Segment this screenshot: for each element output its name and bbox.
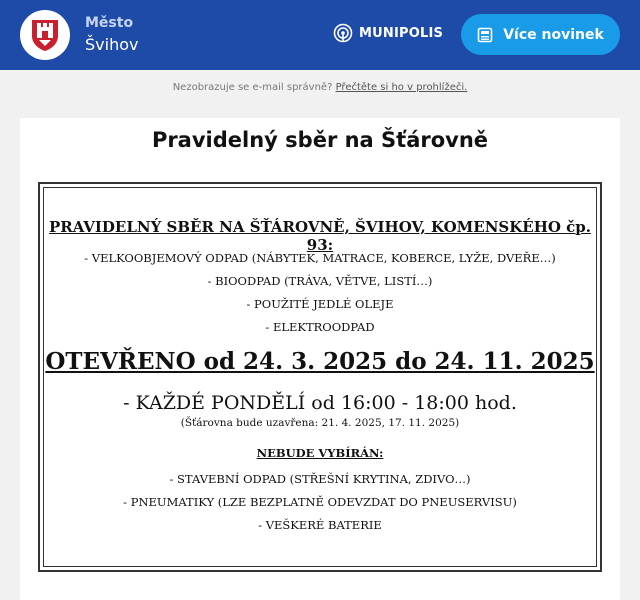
town-name: Švihov (85, 35, 139, 54)
announcement-poster (38, 182, 602, 572)
munipolis-label: MUNIPOLIS (359, 25, 444, 41)
munipolis-brand[interactable] (333, 23, 443, 43)
article-card (20, 118, 620, 600)
more-news-label: Více novinek (503, 26, 604, 43)
town-type: Město (85, 15, 134, 31)
header (0, 0, 640, 70)
coat-of-arms-icon[interactable] (20, 10, 70, 60)
accepted-item: - ELEKTROODPAD (265, 320, 375, 334)
newspaper-icon (477, 27, 493, 43)
not-accepted-item: - VEŠKERÉ BATERIE (258, 518, 382, 532)
email-notice (0, 82, 640, 93)
poster-heading: PRAVIDELNÝ SBĚR NA ŠŤÁROVNĚ, ŠVIHOV, KOMENSKÉHO čp. 93: (48, 218, 592, 254)
notice-text: Nezobrazuje se e-mail správně? (172, 82, 333, 93)
accepted-item: - POUŽITÉ JEDLÉ OLEJE (246, 297, 394, 311)
not-accepted-item: - PNEUMATIKY (LZE BEZPLATNĚ ODEVZDAT DO PNEUSERVISU) (123, 495, 517, 509)
more-news-button[interactable] (461, 14, 620, 55)
accepted-item: - VELKOOBJEMOVÝ ODPAD (NÁBYTEK, MATRACE, KOBERCE, LYŽE, DVEŘE…) (84, 251, 556, 265)
poster-frame (43, 187, 597, 567)
opening-hours: - KAŽDÉ PONDĚLÍ od 16:00 - 18:00 hod. (123, 392, 517, 414)
broadcast-icon (333, 23, 353, 43)
not-accepted-item: - STAVEBNÍ ODPAD (STŘEŠNÍ KRYTINA, ZDIVO…) (169, 472, 471, 486)
view-in-browser-link[interactable]: Přečtěte si ho v prohlížeči. (335, 82, 468, 93)
closed-dates-note: (Šťárovna bude uzavřena: 21. 4. 2025, 17. 11. 2025) (180, 417, 460, 429)
accepted-item: - BIOODPAD (TRÁVA, VĚTVE, LISTÍ…) (207, 274, 433, 288)
open-period: OTEVŘENO od 24. 3. 2025 do 24. 11. 2025 (45, 348, 595, 375)
not-accepted-heading: NEBUDE VYBÍRÁN: (256, 446, 384, 460)
article-title: Pravidelný sběr na Šťárovně (151, 128, 489, 152)
